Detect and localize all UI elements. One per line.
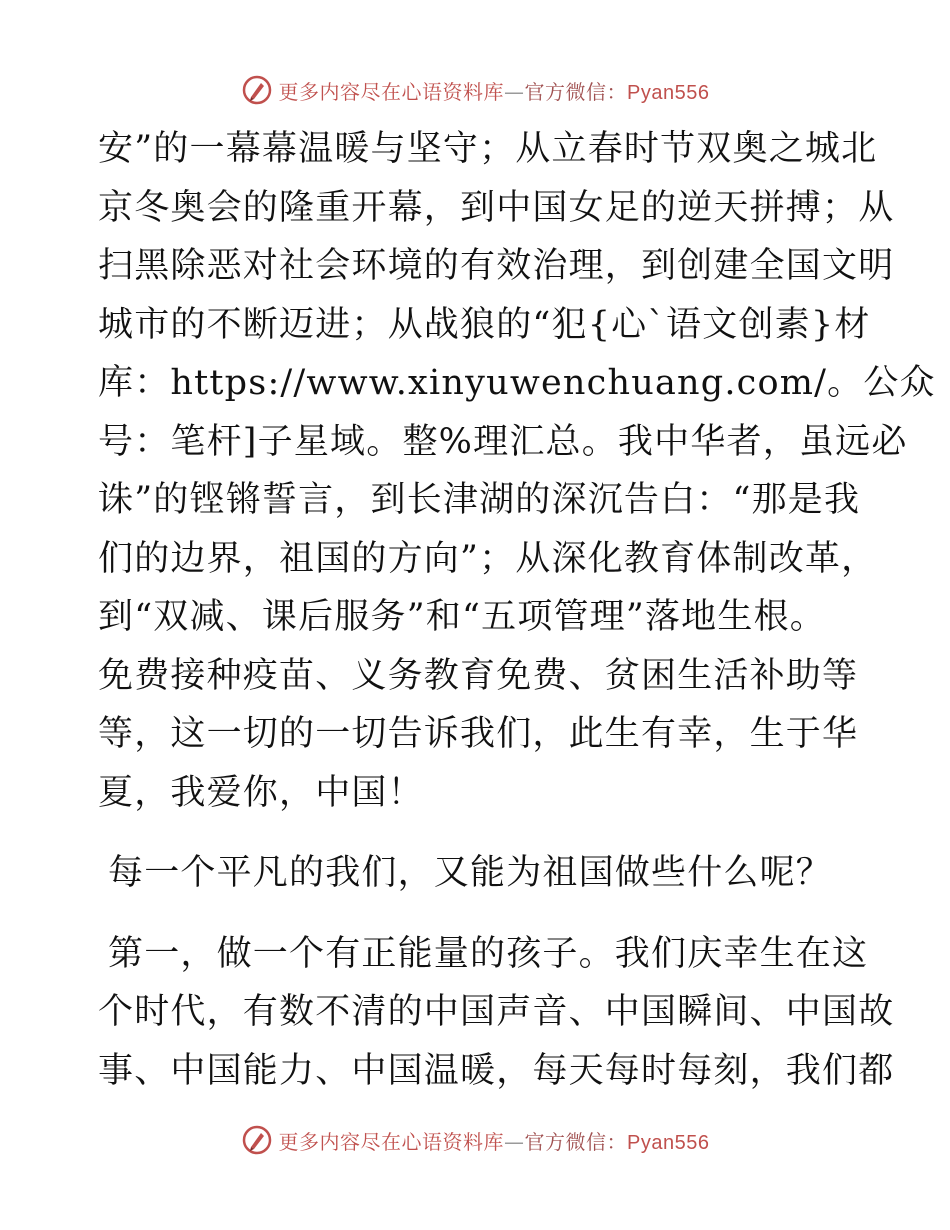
banner-dash: — — [504, 79, 525, 104]
footer-banner — [0, 1122, 950, 1158]
text-line: 库：https://www.xinyuwenchuang.com/。公众 — [98, 363, 936, 403]
header-banner-inner — [241, 74, 710, 106]
header-banner — [0, 72, 950, 108]
text-line: 免费接种疫苗、义务教育免费、贫困生活补助等 — [98, 655, 859, 696]
banner-wechat-id: Pyan556 — [627, 81, 710, 104]
text-line: 扫黑除恶对社会环境的有效治理，到创建全国文明 — [98, 246, 895, 286]
document-body — [98, 120, 936, 1100]
text-line: 诛”的铿锵誓言，到长津湖的深沉告白：“那是我 — [98, 480, 861, 520]
banner-dash: — — [504, 1129, 525, 1154]
text-line: 每一个平凡的我们，又能为祖国做些什么呢？ — [108, 853, 833, 893]
text-line: 京冬奥会的隆重开幕，到中国女足的逆天拼搏；从 — [98, 187, 895, 228]
text-line: 第一，做一个有正能量的孩子。我们庆幸生在这 — [108, 933, 869, 974]
pen-logo-icon — [241, 1124, 273, 1156]
text-line: 城市的不断迈进；从战狼的“犯{心`语文创素}材 — [98, 304, 871, 345]
text-line: 到“双减、课后服务”和“五项管理”落地生根。 — [98, 597, 826, 637]
paragraph-gap — [98, 903, 858, 925]
paragraph-gap — [98, 822, 858, 844]
footer-banner-text — [279, 1126, 710, 1155]
text-line: 等，这一切的一切告诉我们，此生有幸，生于华 — [98, 714, 859, 754]
text-line: 夏，我爱你，中国！ — [98, 772, 424, 813]
footer-banner-inner — [241, 1124, 710, 1156]
banner-wechat-label: 官方微信： — [524, 1129, 628, 1154]
paragraph-2 — [98, 844, 858, 903]
text-line: 事、中国能力、中国温暖，每天每时每刻，我们都 — [98, 1050, 895, 1091]
text-line: 们的边界，祖国的方向”；从深化教育体制改革， — [98, 538, 878, 579]
header-banner-text — [279, 76, 710, 105]
paragraph-1 — [98, 120, 936, 822]
banner-wechat-label: 官方微信： — [524, 79, 628, 104]
banner-wechat-id: Pyan556 — [627, 1131, 710, 1154]
paragraph-3 — [98, 925, 895, 1101]
banner-main-text: 更多内容尽在心语资料库 — [278, 1129, 505, 1154]
pen-logo-icon — [241, 74, 273, 106]
text-line: 安”的一幕幕温暖与坚守；从立春时节双奥之城北 — [98, 129, 878, 169]
text-line: 号：笔杆]子星域。整%理汇总。我中华者，虽远必 — [98, 421, 908, 462]
text-line: 个时代，有数不清的中国声音、中国瞬间、中国故 — [98, 992, 895, 1032]
banner-main-text: 更多内容尽在心语资料库 — [278, 79, 505, 104]
